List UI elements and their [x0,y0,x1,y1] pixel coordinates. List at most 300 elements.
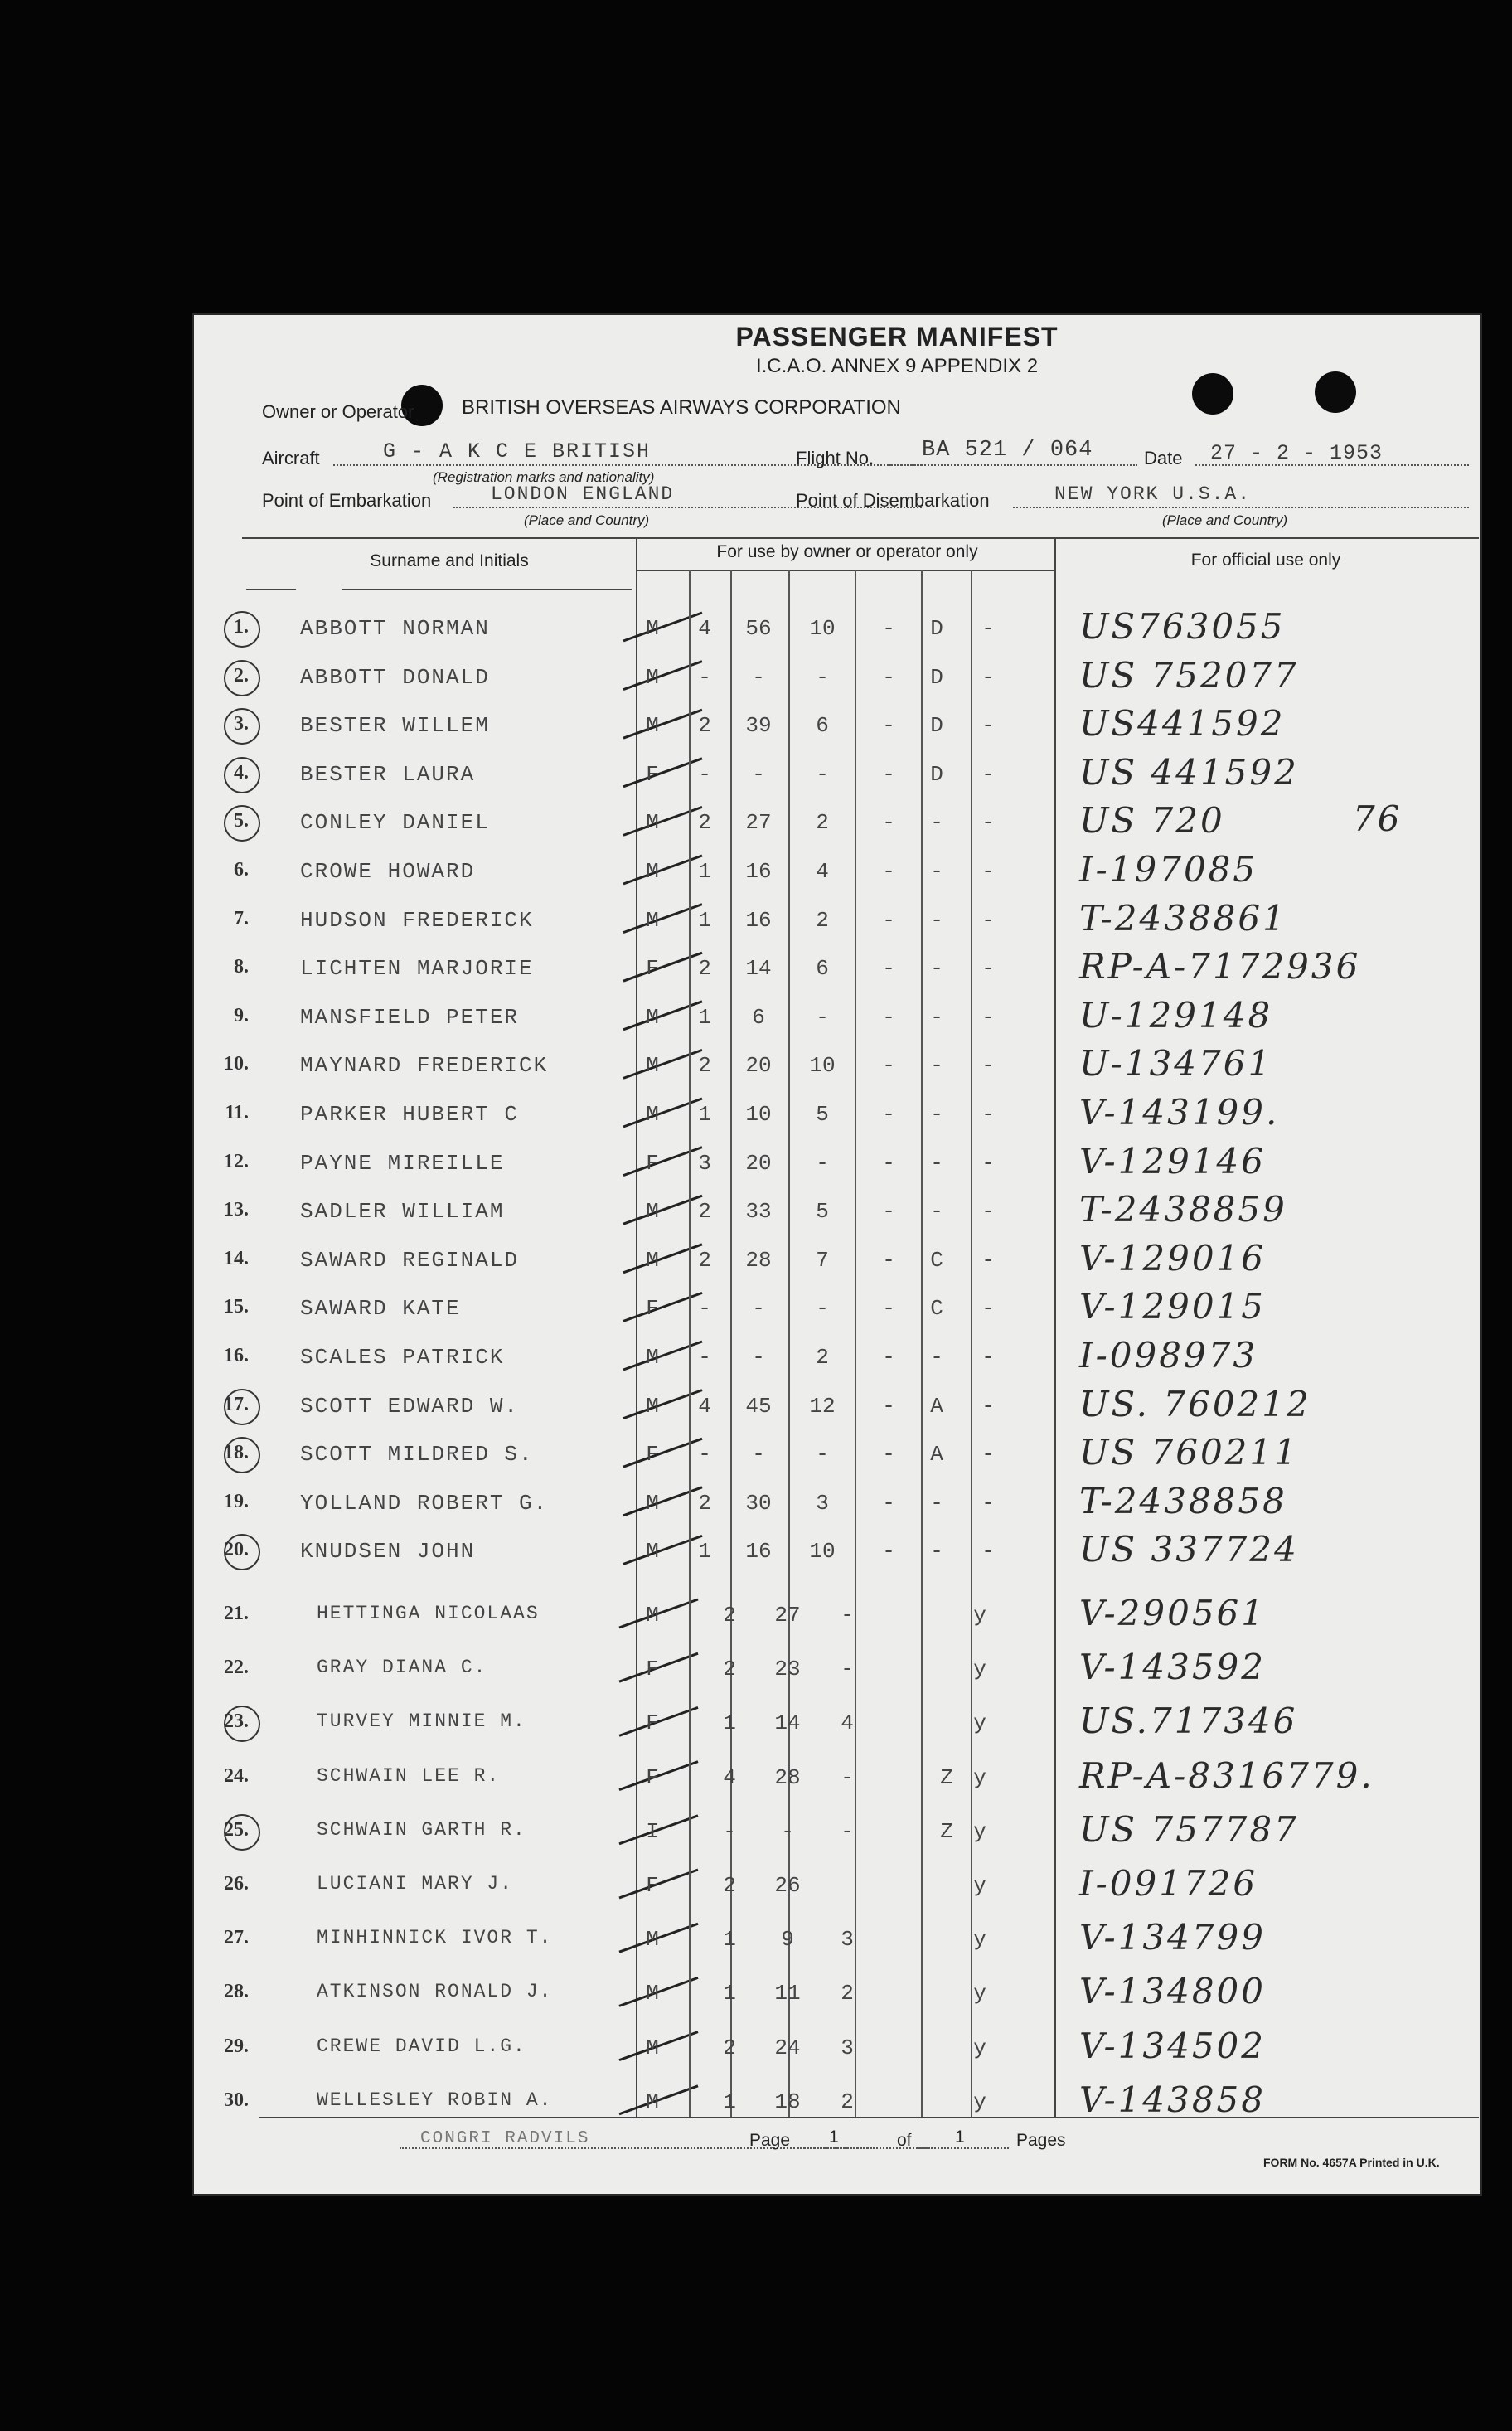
operator-cell: - [882,1296,895,1322]
passenger-name: SAWARD KATE [300,1296,461,1322]
operator-cell: - [981,1345,995,1370]
operator-cell: - [698,664,711,690]
flight-value: BA 521 / 064 [922,438,1093,463]
operator-cell: - [981,616,995,641]
operator-cell: - [841,1818,854,1844]
owner-label: Owner or Operator [262,401,414,422]
official-entry: V-290561 [1079,1593,1266,1633]
operator-cell: - [816,1004,829,1030]
date-label: Date [1144,448,1183,468]
operator-cell: - [882,1247,895,1273]
row-number: 18. [224,1442,249,1464]
operator-cell: C [930,1296,943,1322]
passenger-name: GRAY DIANA C. [317,1657,487,1679]
operator-cell: - [981,956,995,982]
operator-cell: y [973,1927,986,1953]
operator-cell: M [646,1345,659,1370]
operator-cell: - [882,859,895,884]
operator-cell: I [646,1818,659,1844]
operator-cell: - [981,1102,995,1127]
operator-cell: - [752,1345,765,1370]
operator-cell: F [646,1657,659,1682]
operator-cell: 1 [698,1102,711,1127]
operator-cell: 2 [841,2089,854,2114]
operator-cell: - [981,1150,995,1176]
row-number: 9. [234,1004,249,1026]
row-number: 7. [234,907,249,929]
operator-cell: F [646,1873,659,1898]
footer-page-line [797,2147,872,2149]
operator-cell: 2 [723,1603,736,1628]
operator-cell: - [930,1539,943,1565]
operator-cell: - [752,664,765,690]
passenger-name: TURVEY MINNIE M. [317,1710,526,1733]
row-number: 13. [224,1199,249,1221]
official-entry: US441592 [1079,703,1286,745]
aircraft-value: G - A K C E BRITISH [383,439,652,463]
operator-cell: - [981,664,995,690]
operator-cell: D [930,616,943,641]
operator-cell: - [930,907,943,933]
operator-cell: 12 [809,1393,836,1419]
operator-cell: y [973,1603,986,1628]
operator-cell: - [816,1150,829,1176]
row-number: 12. [224,1150,249,1172]
passenger-name: PAYNE MIREILLE [300,1150,505,1176]
official-entry: U-134761 [1079,1043,1273,1084]
operator-cell: 2 [698,956,711,982]
official-entry: US 752077 [1079,654,1299,696]
operator-cell: - [981,810,995,836]
operator-cell: - [981,1199,995,1225]
operator-cell: - [882,616,895,641]
official-entry: I-197085 [1079,849,1258,890]
operator-cell: 27 [745,810,772,836]
passenger-name: MINHINNICK IVOR T. [317,1927,553,1949]
row-number: 16. [224,1345,249,1366]
operator-cell: - [981,1004,995,1030]
official-entry: US 760211 [1079,1432,1299,1473]
operator-cell: 28 [745,1247,772,1273]
operator-cell: 2 [841,1981,854,2006]
operator-cell: - [930,1199,943,1225]
passenger-name: MAYNARD FREDERICK [300,1053,549,1079]
operator-cell: - [816,761,829,787]
operator-cell: M [646,2035,659,2060]
embark-value: LONDON ENGLAND [491,483,675,505]
page-title: PASSENGER MANIFEST [735,322,1059,352]
official-entry: V-134799 [1079,1917,1266,1958]
operator-cell: 2 [723,2035,736,2060]
operator-cell: 2 [816,810,829,836]
operator-cell: 3 [841,1927,854,1953]
passenger-name: LUCIANI MARY J. [317,1873,514,1895]
operator-cell: 1 [723,1981,736,2006]
passenger-name: CONLEY DANIEL [300,810,490,836]
official-extra: 76 [1353,798,1403,840]
passenger-name: ABBOTT DONALD [300,664,490,690]
operator-cell: 14 [774,1710,801,1736]
official-entry: U-129148 [1079,994,1273,1036]
operator-cell: 23 [774,1657,801,1682]
row-number-circle [224,1814,260,1851]
passenger-name: SAWARD REGINALD [300,1247,520,1273]
operator-cell: 1 [698,859,711,884]
col-head-operator: For use by owner or operator only [716,542,978,561]
date-value: 27 - 2 - 1953 [1210,441,1384,465]
row-number: 14. [224,1247,249,1269]
operator-cell: 6 [752,1004,765,1030]
row-number: 6. [234,859,249,881]
operator-cell: - [930,1150,943,1176]
operator-cell: - [981,713,995,739]
operator-cell: F [646,1442,659,1468]
official-entry: T-2438858 [1079,1480,1287,1521]
official-entry: V-129016 [1079,1237,1266,1279]
row-number: 2. [234,664,249,687]
operator-cell: 1 [698,907,711,933]
operator-cell: - [841,1603,854,1628]
operator-cell: - [816,664,829,690]
passenger-name: LICHTEN MARJORIE [300,956,534,982]
operator-cell: 2 [698,1053,711,1079]
row-number: 25. [224,1818,249,1841]
official-entry: V-134502 [1079,2025,1266,2066]
operator-cell: F [646,1150,659,1176]
operator-cell: - [930,1345,943,1370]
official-entry: V-129015 [1079,1286,1266,1327]
manifest-sheet [192,313,1482,2196]
operator-cell: 30 [745,1490,772,1516]
aircraft-note: (Registration marks and nationality) [433,469,655,485]
operator-cell: - [930,956,943,982]
passenger-name: ATKINSON RONALD J. [317,1981,553,2003]
operator-cell: - [981,1490,995,1516]
operator-cell: y [973,1764,986,1790]
aircraft-label: Aircraft [262,448,320,468]
operator-cell: 4 [723,1764,736,1790]
official-entry: US.717346 [1079,1701,1298,1742]
passenger-name: ABBOTT NORMAN [300,616,490,641]
operator-cell: - [981,1393,995,1419]
operator-cell: 2 [723,1657,736,1682]
operator-cell: - [981,1296,995,1322]
operator-cell: y [973,2089,986,2114]
passenger-name: CREWE DAVID L.G. [317,2035,526,2057]
operator-cell: - [882,810,895,836]
operator-cell: - [930,859,943,884]
operator-cell: 33 [745,1199,772,1225]
row-number-circle [224,611,260,648]
operator-cell: y [973,2035,986,2060]
operator-cell: M [646,1603,659,1628]
passenger-name: SCOTT EDWARD W. [300,1393,520,1419]
row-number: 28. [224,1981,249,2003]
operator-cell: 26 [774,1873,801,1898]
row-number-circle [224,660,260,696]
operator-cell: y [973,1710,986,1736]
operator-cell: M [646,713,659,739]
operator-cell: 3 [816,1490,829,1516]
operator-cell: - [698,1442,711,1468]
operator-cell: 2 [723,1873,736,1898]
official-entry: I-091726 [1079,1863,1258,1904]
passenger-name: SCOTT MILDRED S. [300,1442,534,1468]
operator-cell: M [646,1199,659,1225]
operator-cell: - [882,956,895,982]
operator-cell: 3 [698,1150,711,1176]
operator-cell: - [882,1490,895,1516]
operator-cell: 4 [841,1710,854,1736]
operator-cell: - [930,810,943,836]
official-entry: US 720 [1079,800,1225,842]
operator-cell: - [930,1004,943,1030]
footer-pages-label: Pages [1016,2131,1066,2150]
page-subtitle: I.C.A.O. ANNEX 9 APPENDIX 2 [755,355,1039,377]
row-number: 10. [224,1053,249,1075]
operator-cell: 56 [745,616,772,641]
row-number: 11. [225,1102,249,1123]
operator-cell: - [882,664,895,690]
operator-cell: 20 [745,1053,772,1079]
operator-cell: - [882,1442,895,1468]
operator-cell: M [646,1102,659,1127]
operator-cell: - [981,907,995,933]
operator-cell: - [698,1345,711,1370]
official-entry: I-098973 [1079,1335,1258,1376]
official-entry: V-143858 [1079,2079,1266,2120]
row-number-circle [224,757,260,793]
operator-cell: 1 [698,1539,711,1565]
operator-cell: M [646,1393,659,1419]
operator-cell: - [882,713,895,739]
operator-cell: 9 [781,1927,794,1953]
official-entry: RP-A-7172936 [1079,946,1361,987]
row-number: 3. [234,713,249,735]
official-entry: RP-A-8316779. [1079,1754,1374,1796]
passenger-name: HUDSON FREDERICK [300,907,534,933]
owner-value: BRITISH OVERSEAS AIRWAYS CORPORATION [462,396,901,419]
row-number: 19. [224,1490,249,1512]
official-entry: V-129146 [1079,1140,1266,1182]
operator-cell: D [930,713,943,739]
operator-cell: 14 [745,956,772,982]
operator-cell: M [646,616,659,641]
operator-cell: 45 [745,1393,772,1419]
row-number-circle [224,708,260,745]
operator-cell: 16 [745,907,772,933]
official-entry: US763055 [1079,606,1286,647]
operator-cell: - [981,859,995,884]
operator-cell: - [816,1442,829,1468]
embark-label: Point of Embarkation [262,490,432,511]
passenger-name: SCALES PATRICK [300,1345,505,1370]
row-number: 17. [224,1393,249,1415]
row-number: 5. [234,810,249,832]
operator-cell: 18 [774,2089,801,2114]
operator-cell: - [816,1296,829,1322]
operator-cell: 4 [698,616,711,641]
operator-cell: 2 [698,1199,711,1225]
footer-of-line [918,2147,1009,2149]
operator-cell: 1 [723,1927,736,1953]
operator-cell: M [646,1927,659,1953]
operator-cell: 5 [816,1199,829,1225]
operator-cell: F [646,956,659,982]
footer-signature: CONGRI RADVILS [420,2129,590,2148]
row-number: 30. [224,2089,249,2111]
operator-cell: 10 [809,1053,836,1079]
operator-cell: M [646,810,659,836]
operator-cell: A [930,1393,943,1419]
row-number: 15. [224,1296,249,1318]
operator-cell: M [646,1490,659,1516]
operator-cell: - [981,1539,995,1565]
disembark-note: (Place and Country) [1162,512,1288,528]
operator-cell: - [930,1102,943,1127]
footer-page-label: Page [749,2131,791,2150]
operator-cell: 3 [841,2035,854,2060]
passenger-name: KNUDSEN JOHN [300,1539,476,1565]
operator-cell: 7 [816,1247,829,1273]
passenger-name: SADLER WILLIAM [300,1199,505,1225]
row-number: 4. [234,761,249,784]
disembark-label: Point of Disembarkation [796,490,990,511]
operator-cell: M [646,1004,659,1030]
passenger-name: PARKER HUBERT C [300,1102,520,1127]
operator-cell: - [841,1657,854,1682]
operator-cell: - [841,1764,854,1790]
operator-cell: 39 [745,713,772,739]
operator-cell: - [698,761,711,787]
footer-of-label: of [897,2131,912,2150]
operator-cell: - [981,1053,995,1079]
operator-cell: Z [940,1818,953,1844]
operator-cell: 2 [698,1490,711,1516]
operator-cell: 16 [745,859,772,884]
row-number: 21. [224,1603,249,1624]
operator-cell: - [882,907,895,933]
operator-cell: F [646,761,659,787]
operator-cell: y [973,1981,986,2006]
operator-cell: M [646,664,659,690]
row-number: 24. [224,1764,249,1787]
operator-cell: - [930,1053,943,1079]
operator-cell: M [646,1053,659,1079]
operator-cell: - [752,1296,765,1322]
operator-cell: 6 [816,713,829,739]
operator-cell: - [882,1102,895,1127]
operator-cell: y [973,1818,986,1844]
row-number: 26. [224,1873,249,1895]
official-entry: T-2438859 [1079,1189,1287,1230]
operator-cell: 2 [698,1247,711,1273]
official-entry: V-143199. [1079,1092,1280,1133]
disembark-value: NEW YORK U.S.A. [1054,483,1252,505]
operator-cell: - [882,1539,895,1565]
operator-cell: M [646,1981,659,2006]
official-entry: V-143592 [1079,1647,1266,1688]
operator-cell: A [930,1442,943,1468]
passenger-name: BESTER WILLEM [300,713,490,739]
operator-cell: F [646,1764,659,1790]
operator-cell: 16 [745,1539,772,1565]
operator-cell: 1 [723,1710,736,1736]
operator-cell: 1 [723,2089,736,2114]
embark-note: (Place and Country) [524,512,650,528]
operator-cell: D [930,664,943,690]
operator-cell: - [981,1442,995,1468]
operator-cell: 28 [774,1764,801,1790]
row-number: 29. [224,2035,249,2057]
operator-cell: 24 [774,2035,801,2060]
row-number: 20. [224,1539,249,1561]
row-number: 1. [234,616,249,638]
operator-cell: F [646,1296,659,1322]
official-entry: US 441592 [1079,751,1299,793]
passenger-name: YOLLAND ROBERT G. [300,1490,549,1516]
row-number: 27. [224,1927,249,1949]
operator-cell: 2 [816,907,829,933]
passenger-name: WELLESLEY ROBIN A. [317,2089,553,2111]
operator-cell: - [981,1247,995,1273]
operator-cell: 2 [816,1345,829,1370]
operator-cell: 10 [809,616,836,641]
operator-cell: C [930,1247,943,1273]
operator-cell: - [882,1393,895,1419]
operator-cell: - [882,1004,895,1030]
operator-cell: M [646,1247,659,1273]
official-entry: US 337724 [1079,1529,1299,1570]
official-entry: V-134800 [1079,1971,1266,2012]
operator-cell: 2 [698,810,711,836]
form-number: FORM No. 4657A Printed in U.K. [1263,2156,1440,2169]
operator-cell: 10 [809,1539,836,1565]
operator-cell: - [882,1199,895,1225]
operator-cell: F [646,1710,659,1736]
operator-cell: M [646,859,659,884]
operator-cell: - [882,761,895,787]
row-number: 8. [234,956,249,978]
operator-cell: - [781,1818,794,1844]
passenger-name: HETTINGA NICOLAAS [317,1603,540,1624]
operator-cell: - [882,1345,895,1370]
operator-cell: - [752,1442,765,1468]
row-number-circle [224,1389,260,1425]
operator-cell: - [698,1296,711,1322]
operator-cell: - [882,1150,895,1176]
operator-cell: Z [940,1764,953,1790]
flight-label: Flight No. [796,448,875,468]
official-entry: US 757787 [1079,1808,1299,1850]
operator-cell: - [752,761,765,787]
passenger-name: SCHWAIN LEE R. [317,1764,501,1787]
operator-cell: M [646,2089,659,2114]
operator-cell: 1 [698,1004,711,1030]
row-number-circle [224,1437,260,1473]
operator-cell: y [973,1657,986,1682]
col-head-name: Surname and Initials [370,551,529,570]
operator-cell: y [973,1873,986,1898]
operator-cell: - [981,761,995,787]
operator-cell: - [930,1490,943,1516]
official-entry: US. 760212 [1079,1383,1311,1424]
operator-cell: 4 [816,859,829,884]
operator-cell: M [646,1539,659,1565]
footer-page-value: 1 [829,2128,839,2147]
official-entry: T-2438861 [1079,897,1287,939]
operator-cell: 5 [816,1102,829,1127]
